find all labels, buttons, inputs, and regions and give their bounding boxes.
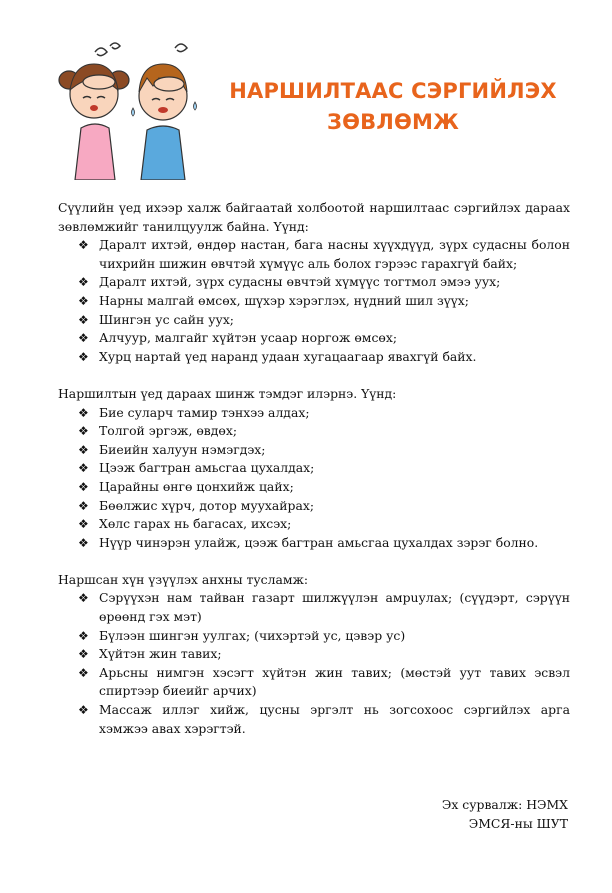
diamond-bullet-icon: ❖ xyxy=(78,293,89,308)
diamond-bullet-icon: ❖ xyxy=(78,628,89,643)
diamond-bullet-icon: ❖ xyxy=(78,517,89,532)
diamond-bullet-icon: ❖ xyxy=(78,349,89,364)
list-item: ❖ Толгой эргэж, өвдөх; xyxy=(58,422,570,441)
diamond-bullet-icon: ❖ xyxy=(78,331,89,346)
symptoms-list xyxy=(58,404,570,553)
diamond-bullet-icon: ❖ xyxy=(78,498,89,513)
list-item: ❖ Цээж багтран амьсгаа цухалдах; xyxy=(58,459,570,478)
list-item: ❖ Биеийн халуун нэмэгдэх; xyxy=(58,441,570,460)
document-body xyxy=(58,199,570,738)
prevention-list xyxy=(58,236,570,366)
list-item: ❖ Сэрүүхэн нам тайван газарт шилжүүлэн амрuулах; (сүүдэрт, сэрүүн өрөөнд гэх мэт) xyxy=(78,590,570,625)
list-item: ❖ Хүйтэн жин тавих; xyxy=(58,645,570,664)
section-intro: Сүүлийн үед ихээр халж байгаатай холбоотой наршилтаас сэргийлэх дараах зөвлөмжийг танилцуулж байна. Үүнд: xyxy=(58,200,570,234)
source-line-2: ЭМСЯ-ны ШУТ xyxy=(468,815,568,831)
diamond-bullet-icon: ❖ xyxy=(78,535,89,550)
diamond-bullet-icon: ❖ xyxy=(78,479,89,494)
title-line-1: НАРШИЛТААС СЭРГИЙЛЭХ xyxy=(229,79,557,103)
list-item: ❖ Даралт ихтэй, зүрх судасны өвчтэй хүмүүс тогтмол эмээ уух; xyxy=(58,273,570,292)
diamond-bullet-icon: ❖ xyxy=(78,405,89,420)
diamond-bullet-icon: ❖ xyxy=(78,442,89,457)
list-item: ❖ Царайны өнгө цонхийж цайх; xyxy=(58,478,570,497)
list-item: ❖ Бүлээн шингэн уулгах; (чихэртэй ус, цэвэр ус) xyxy=(58,627,570,646)
diamond-bullet-icon: ❖ xyxy=(78,703,89,718)
page-title xyxy=(218,76,568,138)
diamond-bullet-icon: ❖ xyxy=(78,312,89,327)
list-item: ❖ Хөлс гарах нь багасах, ихсэх; xyxy=(58,515,570,534)
list-item: ❖ Даралт ихтэй, өндөр настан, бага насны хүүхдүүд, зүрх судасны болон чихрийн шижин өвчтэй хүмүүс аль болох гэрээс гарахгүй байх; xyxy=(78,237,570,271)
diamond-bullet-icon: ❖ xyxy=(78,591,89,606)
list-item: ❖ Арьсны нимгэн хэсэгт хүйтэн жин тавих; (мөстэй уут тавих эсвэл спиртээр биеийг арчих) xyxy=(78,664,570,699)
diamond-bullet-icon: ❖ xyxy=(78,424,89,439)
title-line-2: ЗӨВЛӨМЖ xyxy=(326,110,460,134)
children-headache-illustration xyxy=(55,38,207,180)
list-item: ❖ Нүүр чинэрэн улайж, цээж багтран амьсгаа цухалдах зэрэг болно. xyxy=(58,534,570,553)
section-intro: Наршсан хүн үзүүлэх анхны тусламж: xyxy=(58,571,309,587)
section-intro: Наршилтын үед дараах шинж тэмдэг илэрнэ. Үүнд: xyxy=(58,385,397,401)
list-item: ❖ Алчуур, малгайг хүйтэн усаар норгож өмсөх; xyxy=(58,329,570,348)
source-citation xyxy=(442,796,568,833)
list-item: ❖ Бие суларч тамир тэнхээ алдах; xyxy=(58,404,570,423)
diamond-bullet-icon: ❖ xyxy=(78,275,89,290)
list-item: ❖ Массаж иллэг хийж, цусны эргэлт нь зогсохоос сэргийлэх арга хэмжээ авах хэрэгтэй. xyxy=(78,702,570,736)
first-aid-list xyxy=(58,589,570,738)
diamond-bullet-icon: ❖ xyxy=(78,461,89,476)
diamond-bullet-icon: ❖ xyxy=(78,238,89,253)
list-item: ❖ Шингэн ус сайн уух; xyxy=(58,311,570,330)
list-item: ❖ Нарны малгай өмсөх, шүхэр хэрэглэх, нүдний шил зүүх; xyxy=(58,292,570,311)
diamond-bullet-icon: ❖ xyxy=(78,665,89,680)
source-line-1: Эх сурвалж: НЭМХ xyxy=(441,797,568,812)
list-item: ❖ Бөөлжис хүрч, дотор муухайрах; xyxy=(58,497,570,516)
list-item: ❖ Хурц нартай үед наранд удаан хугацаагаар явахгүй байх. xyxy=(58,348,570,367)
diamond-bullet-icon: ❖ xyxy=(78,647,89,662)
